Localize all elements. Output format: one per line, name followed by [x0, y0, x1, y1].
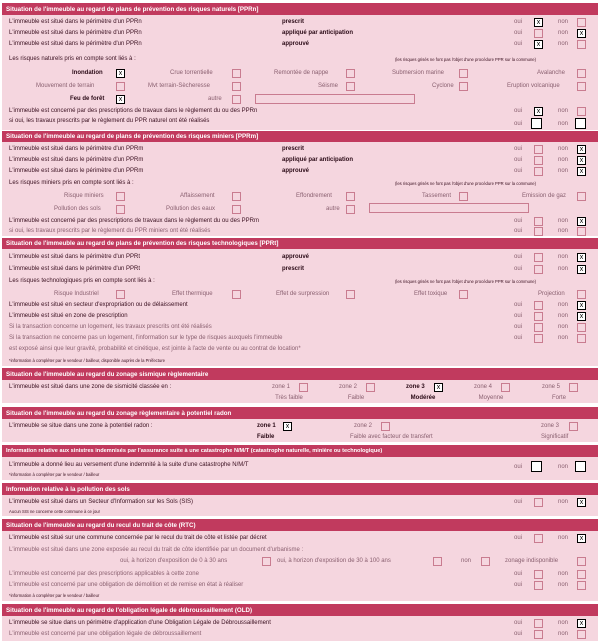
- yes-label: oui: [514, 620, 523, 626]
- pprt-row1-no-checkbox[interactable]: [577, 253, 586, 262]
- risk-industriel-label: Risque Industriel: [54, 291, 99, 297]
- risk-surpression-label: Effet de surpression: [276, 291, 330, 297]
- pprt-expro-label: L'immeuble est situé en secteur d'expropriation ou de délaissement: [9, 302, 188, 308]
- rtc-line1-no-checkbox[interactable]: [577, 534, 586, 543]
- pprm-works-label: L'immeuble est concerné par des prescriptions de travaux dans le règlement du ou des PPRm: [9, 218, 259, 224]
- pprt-row2-yes-checkbox[interactable]: [534, 265, 543, 274]
- risk-industriel-checkbox[interactable]: [116, 290, 125, 299]
- seismic-level1: Très faible: [275, 395, 303, 401]
- pprt-expro-no-checkbox[interactable]: [577, 301, 586, 310]
- risk-mouvement-checkbox[interactable]: [116, 82, 125, 91]
- seismic-zone2-label: zone 2: [339, 384, 358, 390]
- risk-eruption-label: Eruption volcanique: [507, 83, 560, 89]
- pprt-row2-status: prescrit: [282, 266, 305, 272]
- pprt-row2-label: L'immeuble est situé dans le périmètre d'un PPRt: [9, 266, 141, 272]
- no-label: non: [558, 121, 569, 127]
- seismic-zone4-label: zone 4: [474, 384, 493, 390]
- no-label: non: [558, 313, 569, 319]
- pprt-logement-yes-checkbox[interactable]: [534, 323, 543, 332]
- risk-effondrement-label: Effondrement: [296, 193, 332, 199]
- pprm-row3-status: approuvé: [282, 168, 310, 174]
- seismic-zone3-checkbox[interactable]: [434, 383, 443, 392]
- old-line2: L'immeuble est concerné par une obligation légale de débroussaillement: [9, 631, 202, 637]
- seismic-zone1-label: zone 1: [272, 384, 291, 390]
- risk-autre-m-input[interactable]: [369, 203, 529, 213]
- pprn-row1-label: L'immeuble est situé dans le périmètre d'un PPRn: [9, 19, 142, 25]
- pprt-risks-label: Les risques technologiques pris en compte sont liés à :: [9, 278, 155, 284]
- section-title-pprn: Situation de l'immeuble au regard de plans de prévention des risques naturels [PPRn]: [2, 3, 598, 15]
- rtc-option-no: non: [461, 558, 472, 564]
- pprm-works-no-checkbox[interactable]: [577, 217, 586, 226]
- risk-submersion-label: Submersion marine: [392, 70, 445, 76]
- risk-projection-checkbox[interactable]: [577, 290, 586, 299]
- pprn-done-label: si oui, les travaux prescrits par le règlement du PPR naturel ont été réalisés: [9, 118, 210, 124]
- risk-pollution-eaux-checkbox[interactable]: [232, 205, 241, 214]
- risk-thermique-checkbox[interactable]: [232, 290, 241, 299]
- risk-submersion-checkbox[interactable]: [459, 69, 468, 78]
- yes-label: oui: [514, 324, 523, 330]
- pprm-row2-yes-checkbox[interactable]: [534, 156, 543, 165]
- rtc-line3-no-checkbox[interactable]: [577, 570, 586, 579]
- seismic-zone5-label: zone 5: [542, 384, 561, 390]
- no-label: non: [558, 302, 569, 308]
- pprt-prescription-label: L'immeuble est situé en zone de prescription: [9, 313, 128, 319]
- pprt-logement-label: Si la transaction concerne un logement, les travaux prescrits ont été réalisés: [9, 324, 212, 330]
- seismic-zone1-checkbox[interactable]: [299, 383, 308, 392]
- yes-label: oui: [514, 108, 523, 114]
- pprm-row1-no-checkbox[interactable]: [577, 145, 586, 154]
- rtc-option-unavailable: zonage indisponible: [505, 558, 559, 564]
- risk-avalanche-checkbox[interactable]: [577, 69, 586, 78]
- risk-toxique-checkbox[interactable]: [459, 290, 468, 299]
- risk-thermique-label: Effet thermique: [172, 291, 213, 297]
- risk-effondrement-checkbox[interactable]: [346, 192, 355, 201]
- yes-label: oui: [514, 582, 523, 588]
- rtc-option-30-100: oui, à horizon d'exposition de 30 à 100 ans: [277, 558, 391, 564]
- pprn-row1-status: prescrit: [282, 19, 305, 25]
- rtc-line2: L'immeuble est situé dans une zone exposée au recul du trait de côte identifiée par un document d'urbanisme :: [9, 547, 304, 553]
- section-title-catnat: Information relative aux sinistres indemnisés par l'assurance suite à une catastrophe N/M/T (catastrophe naturelle, minière ou technologique): [2, 445, 598, 457]
- rtc-option-no-checkbox[interactable]: [481, 557, 490, 566]
- pprm-row3-no-checkbox[interactable]: [577, 167, 586, 176]
- seismic-level2: Faible: [347, 395, 365, 401]
- risk-autre-label: autre: [208, 96, 222, 102]
- pprn-done-yes-checkbox[interactable]: [531, 118, 542, 129]
- section-title-rtc: Situation de l'immeuble au regard du recul du trait de côte (RTC): [2, 519, 598, 531]
- pprm-row2-status: appliqué par anticipation: [282, 157, 354, 163]
- rtc-line4-yes-checkbox[interactable]: [534, 581, 543, 590]
- rtc-option-0-30: oui, à horizon d'exposition de 0 à 30 ans: [120, 558, 228, 564]
- risk-miniers-checkbox[interactable]: [116, 192, 125, 201]
- rtc-footnote: *information à compléter par le vendeur / bailleur: [9, 593, 100, 598]
- pprt-logement-no-checkbox[interactable]: [577, 323, 586, 332]
- pprt-prescription-no-checkbox[interactable]: [577, 312, 586, 321]
- risk-secheresse-label: Mvt terrain-Sècheresse: [148, 83, 211, 89]
- no-label: non: [558, 571, 569, 577]
- risk-seisme-checkbox[interactable]: [346, 82, 355, 91]
- pprt-risks-note: (les risques grisés ne font pas l'objet d'une procédure PPR sur la commune): [395, 279, 537, 284]
- rtc-option-0-30-checkbox[interactable]: [262, 557, 271, 566]
- yes-label: oui: [514, 146, 523, 152]
- pprm-row1-yes-checkbox[interactable]: [534, 145, 543, 154]
- pprt-prescription-yes-checkbox[interactable]: [534, 312, 543, 321]
- risk-autre-input[interactable]: [255, 94, 415, 104]
- risk-crue-checkbox[interactable]: [232, 69, 241, 78]
- section-title-pprt: Situation de l'immeuble au regard de plans de prévention des risques technologiques [PPRt]: [2, 238, 598, 249]
- section-title-pprm: Situation de l'immeuble au regard de plans de prévention des risques miniers [PPRm]: [2, 131, 598, 142]
- radon-zone2-label: zone 2: [354, 423, 373, 429]
- yes-label: oui: [514, 168, 523, 174]
- pprm-row3-label: L'immeuble est situé dans le périmètre d'un PPRm: [9, 168, 144, 174]
- pprt-row1-label: L'immeuble est situé dans le périmètre d'un PPRt: [9, 254, 141, 260]
- pprn-row2-label: L'immeuble est situé dans le périmètre d'un PPRn: [9, 30, 142, 36]
- pprn-row2-no-checkbox[interactable]: [577, 29, 586, 38]
- pprn-row3-label: L'immeuble est situé dans le périmètre d'un PPRn: [9, 41, 142, 47]
- old-line1: L'immeuble se situe dans un périmètre d'application d'une Obligation Légale de Débroussaillement: [9, 620, 271, 626]
- yes-label: oui: [514, 571, 523, 577]
- rtc-line3: L'immeuble est concerné par des prescriptions applicables à cette zone: [9, 571, 199, 577]
- seismic-level5: Forte: [551, 395, 566, 401]
- pprm-risks-label: Les risques miniers pris en compte sont liés à :: [9, 180, 134, 186]
- pprt-footnote: *information à compléter par le vendeur / bailleur, disponible auprès de la Préfecture: [9, 358, 165, 363]
- risk-autre-m-label: autre: [326, 206, 340, 212]
- yes-label: oui: [514, 535, 523, 541]
- risk-crue-label: Crue torrentielle: [170, 70, 213, 76]
- yes-label: oui: [514, 254, 523, 260]
- seismic-zone4-checkbox[interactable]: [501, 383, 510, 392]
- risk-nappe-checkbox[interactable]: [346, 69, 355, 78]
- risk-pollution-sols-label: Pollution des sols: [54, 206, 101, 212]
- pprm-row3-yes-checkbox[interactable]: [534, 167, 543, 176]
- risk-mouvement-label: Mouvement de terrain: [36, 83, 95, 89]
- risk-gaz-label: Emission de gaz: [522, 193, 567, 199]
- no-label: non: [558, 335, 569, 341]
- catnat-footnote: *information à compléter par le vendeur / bailleur: [9, 472, 100, 477]
- pprn-works-no-checkbox[interactable]: [577, 107, 586, 116]
- risk-tassement-checkbox[interactable]: [459, 192, 468, 201]
- risk-projection-label: Projection: [538, 291, 565, 297]
- seismic-zone5-checkbox[interactable]: [569, 383, 578, 392]
- risk-seisme-label: Séisme: [318, 83, 339, 89]
- risk-cyclone-label: Cyclone: [432, 83, 454, 89]
- risk-affaissement-label: Affaissement: [180, 193, 215, 199]
- radon-zone1-label: zone 1: [257, 423, 276, 429]
- pprn-risks-note: (les risques grisés ne font pas l'objet d'une procédure PPR sur la commune): [395, 57, 537, 62]
- pprm-row1-status: prescrit: [282, 146, 305, 152]
- catnat-no-checkbox[interactable]: [575, 461, 586, 472]
- old-line2-no-checkbox[interactable]: [577, 630, 586, 639]
- seismic-level4: Moyenne: [478, 395, 504, 401]
- no-label: non: [558, 324, 569, 330]
- no-label: non: [558, 41, 569, 47]
- risk-secheresse-checkbox[interactable]: [232, 82, 241, 91]
- yes-label: oui: [514, 30, 523, 36]
- section-title-old: Situation de l'immeuble au regard de l'obligation légale de débroussaillement (OLD): [2, 604, 598, 616]
- pprt-info-label: Si la transaction ne concerne pas un logement, l'information sur le type de risques auxquels l'immeuble: [9, 335, 283, 341]
- no-label: non: [558, 228, 569, 234]
- seismic-zone3-label: zone 3: [406, 384, 425, 390]
- risk-pollution-sols-checkbox[interactable]: [116, 205, 125, 214]
- no-label: non: [558, 108, 569, 114]
- pprt-info-no-checkbox[interactable]: [577, 334, 586, 343]
- pprt-row2-no-checkbox[interactable]: [577, 265, 586, 274]
- seismic-zone2-checkbox[interactable]: [366, 383, 375, 392]
- risk-autre-m-checkbox[interactable]: [346, 205, 355, 214]
- radon-label: L'immeuble se situe dans une zone à potentiel radon :: [9, 423, 153, 429]
- sis-yes-checkbox[interactable]: [534, 498, 543, 507]
- risk-feu-checkbox[interactable]: [116, 95, 125, 104]
- section-title-sis: Information relative à la pollution des sols: [2, 483, 598, 495]
- radon-zone3-label: zone 3: [541, 423, 560, 429]
- yes-label: oui: [514, 157, 523, 163]
- yes-label: oui: [514, 499, 523, 505]
- no-label: non: [558, 146, 569, 152]
- pprn-row1-no-checkbox[interactable]: [577, 18, 586, 27]
- catnat-label: L'immeuble a donné lieu au versement d'une indemnité à la suite d'une catastrophe N/M/T: [9, 462, 249, 468]
- pprt-expro-yes-checkbox[interactable]: [534, 301, 543, 310]
- yes-label: oui: [514, 19, 523, 25]
- yes-label: oui: [514, 228, 523, 234]
- risk-feu-label: Feu de forêt: [70, 96, 105, 102]
- risk-eruption-checkbox[interactable]: [577, 82, 586, 91]
- risk-inondation-checkbox[interactable]: [116, 69, 125, 78]
- radon-zone3-checkbox[interactable]: [569, 422, 578, 431]
- seismic-label: L'immeuble est situé dans une zone de sismicité classée en :: [9, 384, 172, 390]
- risk-tassement-label: Tassement: [422, 193, 452, 199]
- yes-label: oui: [514, 121, 523, 127]
- pprn-row1-yes-checkbox[interactable]: [534, 18, 543, 27]
- rtc-line4-no-checkbox[interactable]: [577, 581, 586, 590]
- pprn-risks-label: Les risques naturels pris en compte sont liés à :: [9, 56, 136, 62]
- no-label: non: [558, 499, 569, 505]
- pprn-row3-no-checkbox[interactable]: [577, 40, 586, 49]
- rtc-option-unavailable-checkbox[interactable]: [577, 557, 586, 566]
- sis-no-checkbox[interactable]: [577, 498, 586, 507]
- section-title-seismic: Situation de l'immeuble au regard du zonage sismique règlementaire: [2, 368, 598, 380]
- seismic-level3: Modérée: [410, 395, 436, 401]
- yes-label: oui: [514, 313, 523, 319]
- pprn-row3-status: approuvé: [282, 41, 310, 47]
- no-label: non: [558, 157, 569, 163]
- radon-zone1-checkbox[interactable]: [283, 422, 292, 431]
- no-label: non: [558, 582, 569, 588]
- no-label: non: [558, 464, 569, 470]
- no-label: non: [558, 266, 569, 272]
- pprm-risks-note: (les risques grisés ne font pas l'objet d'une procédure PPR sur la commune): [395, 181, 537, 186]
- no-label: non: [558, 218, 569, 224]
- pprn-row2-status: appliqué par anticipation: [282, 30, 354, 36]
- pprn-works-yes-checkbox[interactable]: [534, 107, 543, 116]
- pprt-info-label-cont: est exposé ainsi que leur gravité, probabilité et cinétique, est jointe à l'acte de vente ou au contrat de location*: [9, 346, 301, 352]
- radon-zone2-checkbox[interactable]: [381, 422, 390, 431]
- rtc-line1: L'immeuble est situé sur une commune concernée par le recul du trait de côte et listée par décret: [9, 535, 267, 541]
- risk-gaz-checkbox[interactable]: [577, 192, 586, 201]
- rtc-line3-yes-checkbox[interactable]: [534, 570, 543, 579]
- no-label: non: [558, 168, 569, 174]
- no-label: non: [558, 30, 569, 36]
- pprm-row2-label: L'immeuble est situé dans le périmètre d'un PPRm: [9, 157, 144, 163]
- radon-level1: Faible: [257, 434, 275, 440]
- risk-autre-checkbox[interactable]: [232, 95, 241, 104]
- pprm-done-label: si oui, les travaux prescrits par le règlement du PPR miniers ont été réalisés: [9, 228, 211, 234]
- no-label: non: [558, 254, 569, 260]
- yes-label: oui: [514, 218, 523, 224]
- risk-pollution-eaux-label: Pollution des eaux: [166, 206, 216, 212]
- pprt-row1-status: approuvé: [282, 254, 310, 260]
- rtc-option-30-100-checkbox[interactable]: [433, 557, 442, 566]
- sis-footnote: Aucun SIS ne concerne cette commune à ce jour: [9, 509, 101, 514]
- old-line1-no-checkbox[interactable]: [577, 619, 586, 628]
- no-label: non: [558, 535, 569, 541]
- yes-label: oui: [514, 302, 523, 308]
- risk-miniers-label: Risque miniers: [64, 193, 104, 199]
- pprt-info-yes-checkbox[interactable]: [534, 334, 543, 343]
- pprt-row1-yes-checkbox[interactable]: [534, 253, 543, 262]
- pprn-works-label: L'immeuble est concerné par des prescriptions de travaux dans le règlement du ou des PPRn: [9, 108, 258, 114]
- pprm-works-yes-checkbox[interactable]: [534, 217, 543, 226]
- catnat-yes-checkbox[interactable]: [531, 461, 542, 472]
- risk-inondation-label: Inondation: [72, 70, 103, 76]
- radon-level2: Faible avec facteur de transfert: [350, 434, 433, 440]
- risk-surpression-checkbox[interactable]: [346, 290, 355, 299]
- yes-label: oui: [514, 631, 523, 637]
- yes-label: oui: [514, 464, 523, 470]
- no-label: non: [558, 620, 569, 626]
- pprm-done-no-checkbox[interactable]: [577, 227, 586, 236]
- section-title-radon: Situation de l'immeuble au regard du zonage règlementaire à potentiel radon: [2, 407, 598, 419]
- no-label: non: [558, 19, 569, 25]
- no-label: non: [558, 631, 569, 637]
- pprn-row3-yes-checkbox[interactable]: [534, 40, 543, 49]
- pprm-done-yes-checkbox[interactable]: [534, 227, 543, 236]
- radon-level3: Significatif: [541, 434, 569, 440]
- pprm-row1-label: L'immeuble est situé dans le périmètre d'un PPRm: [9, 146, 144, 152]
- risk-cyclone-checkbox[interactable]: [459, 82, 468, 91]
- risk-nappe-label: Remontée de nappe: [274, 70, 329, 76]
- risk-toxique-label: Effet toxique: [414, 291, 448, 297]
- pprm-row2-no-checkbox[interactable]: [577, 156, 586, 165]
- pprn-done-no-checkbox[interactable]: [575, 118, 586, 129]
- yes-label: oui: [514, 41, 523, 47]
- risk-avalanche-label: Avalanche: [537, 70, 565, 76]
- rtc-line4: L'immeuble est concerné par une obligation de démolition et de remise en état à réaliser: [9, 582, 244, 588]
- yes-label: oui: [514, 266, 523, 272]
- risk-affaissement-checkbox[interactable]: [232, 192, 241, 201]
- old-line1-yes-checkbox[interactable]: [534, 619, 543, 628]
- sis-label: L'immeuble est situé dans un Secteur d'Information sur les Sols (SIS): [9, 499, 194, 505]
- yes-label: oui: [514, 335, 523, 341]
- pprn-row2-yes-checkbox[interactable]: [534, 29, 543, 38]
- rtc-line1-yes-checkbox[interactable]: [534, 534, 543, 543]
- old-line2-yes-checkbox[interactable]: [534, 630, 543, 639]
